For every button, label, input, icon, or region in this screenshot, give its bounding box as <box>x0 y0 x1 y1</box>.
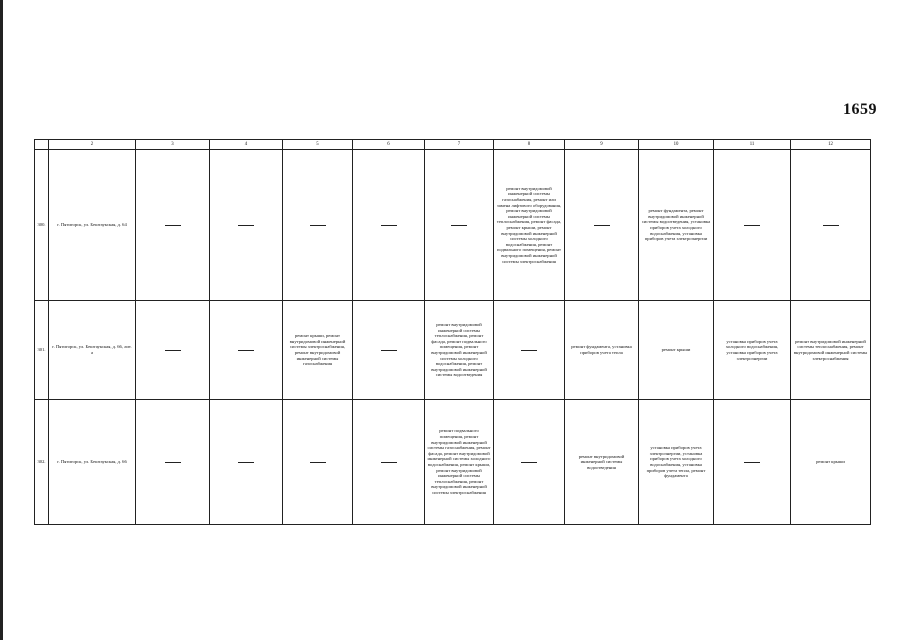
table-cell <box>425 150 494 301</box>
table-cell: установка приборов учета холодного водоснабжения, установка приборов учета электроэнергии <box>714 301 791 400</box>
table-cell: ремонт фундамента, ремонт внутридомовой инженерной системы водоотведения, установка приборов учета холодного водоснабжения, установка приборов учета электроэнергии <box>639 150 714 301</box>
column-header: 11 <box>714 140 791 150</box>
column-header <box>35 140 49 150</box>
table-row <box>35 301 871 400</box>
table-cell <box>210 400 283 525</box>
table-cell <box>494 301 565 400</box>
column-header: 4 <box>210 140 283 150</box>
address-cell: г. Пятигорск, ул. Бештаукская, д. 64 <box>49 150 136 301</box>
page-number: 1659 <box>843 101 877 118</box>
table-cell <box>136 150 210 301</box>
column-header: 7 <box>425 140 494 150</box>
table-row <box>35 400 871 525</box>
empty-value-dash <box>744 225 760 226</box>
column-header: 10 <box>639 140 714 150</box>
empty-value-dash <box>381 350 397 351</box>
table-cell <box>210 301 283 400</box>
table-cell <box>283 400 353 525</box>
empty-value-dash <box>165 350 181 351</box>
table-cell <box>791 150 871 301</box>
empty-value-dash <box>823 225 839 226</box>
table-cell: ремонт внутридомовой инженерной системы теплоснабжения, ремонт внутридомовой инженерной системы электроснабжения <box>791 301 871 400</box>
table-cell: ремонт внутридомовой инженерной системы водоотведения <box>565 400 639 525</box>
column-header: 12 <box>791 140 871 150</box>
table-row <box>35 150 871 301</box>
empty-value-dash <box>310 225 326 226</box>
table-cell: ремонт крыши, ремонт внутридомовой инженерной системы электроснабжения, ремонт внутридомовой инженерной системы газоснабжения <box>283 301 353 400</box>
repair-register-table <box>34 139 871 525</box>
empty-value-dash <box>165 462 181 463</box>
table-cell: установка приборов учета электроэнергии, установка приборов учета холодного водоснабжения, установка приборов учета тепла, ремонт фундамента <box>639 400 714 525</box>
table-cell <box>353 301 425 400</box>
empty-value-dash <box>594 225 610 226</box>
table-cell: ремонт внутридомовой инженерной системы теплоснабжения, ремонт фасада, ремонт подвального помещения, ремонт внутридомовой инженерной системы холодного водоснабжения, ремонт внутридомовой инженерной системы водоотведения <box>425 301 494 400</box>
empty-value-dash <box>165 225 181 226</box>
table-cell: ремонт крыши <box>791 400 871 525</box>
empty-value-dash <box>381 225 397 226</box>
column-header: 6 <box>353 140 425 150</box>
table-cell: ремонт внутридомовой инженерной системы газоснабжения, ремонт или замена лифтового оборудования, ремонт внутридомовой инженерной системы теплоснабжения, ремонт фасада, ремонт крыши, ремонт внутридомовой инженерной системы холодного водоснабжения, ремонт подвального помещения, ремонт внутридомовой инженерной системы электроснабжения <box>494 150 565 301</box>
empty-value-dash <box>521 350 537 351</box>
scan-left-edge <box>0 0 3 640</box>
empty-value-dash <box>381 462 397 463</box>
column-header: 3 <box>136 140 210 150</box>
column-number-row <box>35 140 871 150</box>
table-cell <box>136 301 210 400</box>
column-header: 8 <box>494 140 565 150</box>
table-cell: ремонт фундамента, установка приборов учета тепла <box>565 301 639 400</box>
table-cell <box>353 400 425 525</box>
table-cell <box>714 400 791 525</box>
table-cell: ремонт подвального помещения, ремонт внутридомовой инженерной системы газоснабжения, ремонт фасада, ремонт внутридомовой инженерной системы холодного водоснабжения, ремонт крыши, ремонт внутридомовой инженерной системы теплоснабжения, ремонт внутридомовой инженерной системы электроснабжения <box>425 400 494 525</box>
table-cell <box>565 150 639 301</box>
column-header: 9 <box>565 140 639 150</box>
table-cell <box>210 150 283 301</box>
table-cell <box>494 400 565 525</box>
table-cell: ремонт крыши <box>639 301 714 400</box>
column-header: 5 <box>283 140 353 150</box>
empty-value-dash <box>238 350 254 351</box>
empty-value-dash <box>451 225 467 226</box>
row-number: 301. <box>35 301 49 400</box>
empty-value-dash <box>310 462 326 463</box>
empty-value-dash <box>744 462 760 463</box>
empty-value-dash <box>521 462 537 463</box>
empty-value-dash <box>238 225 254 226</box>
table-cell <box>136 400 210 525</box>
table-cell <box>283 150 353 301</box>
empty-value-dash <box>238 462 254 463</box>
address-cell: г. Пятигорск, ул. Бештаукская, д. 66 <box>49 400 136 525</box>
address-cell: г. Пятигорск, ул. Бештаукская, д. 66, лит. а <box>49 301 136 400</box>
table-cell <box>353 150 425 301</box>
row-number: 302. <box>35 400 49 525</box>
row-number: 300. <box>35 150 49 301</box>
column-header: 2 <box>49 140 136 150</box>
table-cell <box>714 150 791 301</box>
